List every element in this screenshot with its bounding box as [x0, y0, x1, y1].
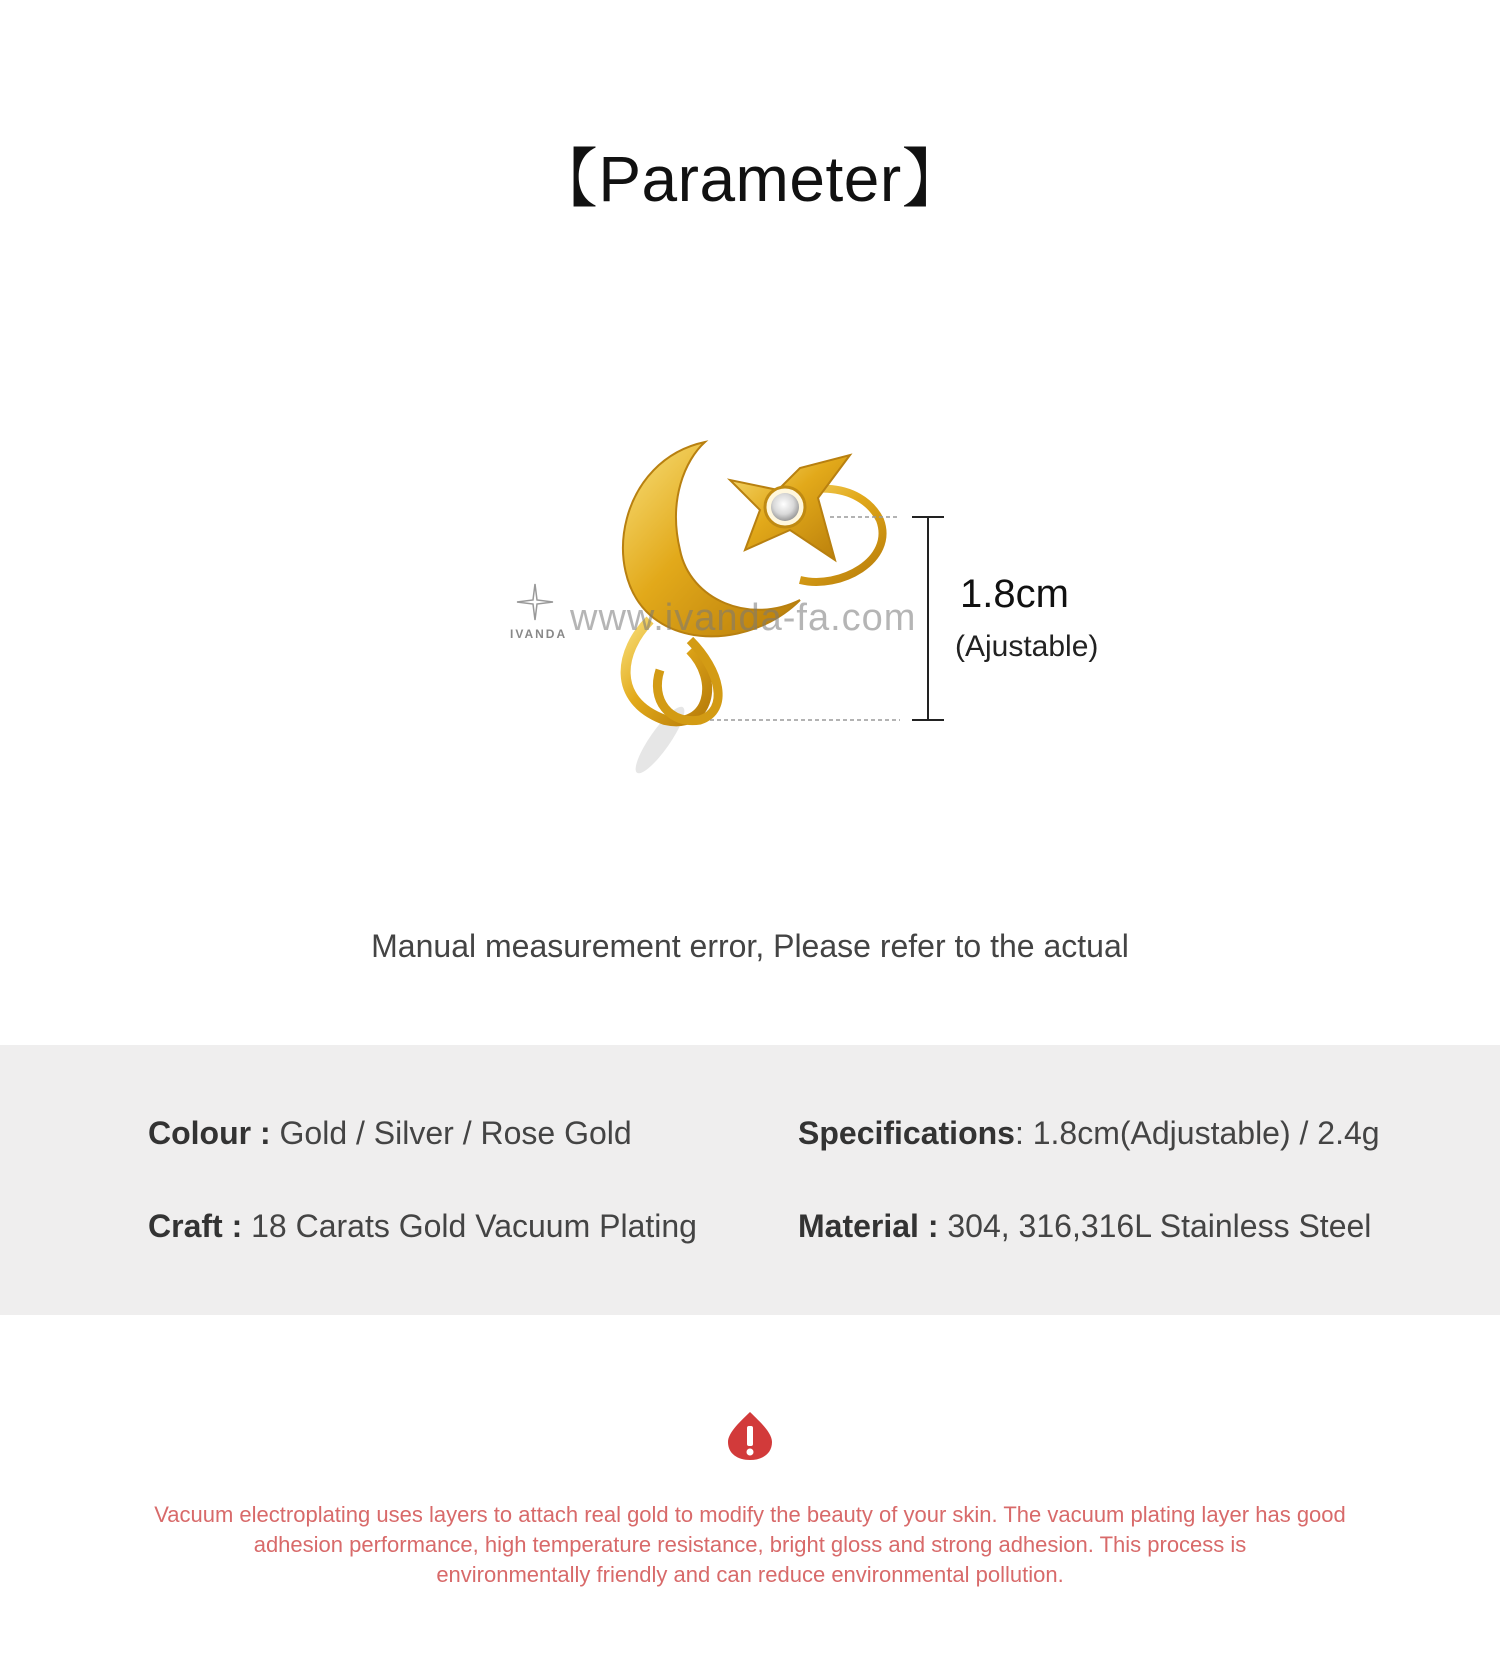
- spec-specifications-value: : 1.8cm(Adjustable) / 2.4g: [1014, 1115, 1380, 1151]
- plating-notice-line-2: adhesion performance, high temperature resistance, bright gloss and strong adhesion. This process is: [253, 1532, 1247, 1557]
- watermark-url: www.ivanda-fa.com: [570, 597, 917, 639]
- spec-specifications-label: Specifications: [798, 1115, 1015, 1151]
- plating-notice: [150, 1500, 1350, 1590]
- spec-specifications: [798, 1115, 1380, 1152]
- spec-craft: [148, 1208, 697, 1245]
- spec-band: [0, 1045, 1500, 1315]
- spec-colour-label: Colour :: [148, 1115, 271, 1151]
- spec-craft-value: 18 Carats Gold Vacuum Plating: [251, 1208, 697, 1244]
- spec-material-value: 304, 316,316L Stainless Steel: [947, 1208, 1372, 1244]
- spec-colour: [148, 1115, 632, 1152]
- watermark-brand: IVANDA: [510, 627, 568, 641]
- measurement-disclaimer: Manual measurement error, Please refer to the actual: [371, 928, 1129, 964]
- gem-stone: [771, 493, 799, 521]
- spec-colour-value: Gold / Silver / Rose Gold: [279, 1115, 632, 1151]
- size-note: (Ajustable): [955, 630, 1099, 663]
- sparkle-icon: [515, 582, 555, 622]
- plating-notice-line-1: Vacuum electroplating uses layers to attach real gold to modify the beauty of your skin. The vacuum plating layer has good: [154, 1502, 1346, 1527]
- size-value: 1.8cm: [960, 572, 1069, 616]
- page-title: 【Parameter】: [533, 143, 967, 215]
- plating-notice-line-3: environmentally friendly and can reduce environmental pollution.: [436, 1562, 1064, 1587]
- spec-material: [798, 1208, 1371, 1245]
- spec-craft-label: Craft :: [148, 1208, 243, 1244]
- exclamation-icon: [726, 1410, 774, 1467]
- watermark-logo: [510, 582, 568, 641]
- spec-material-label: Material :: [798, 1208, 939, 1244]
